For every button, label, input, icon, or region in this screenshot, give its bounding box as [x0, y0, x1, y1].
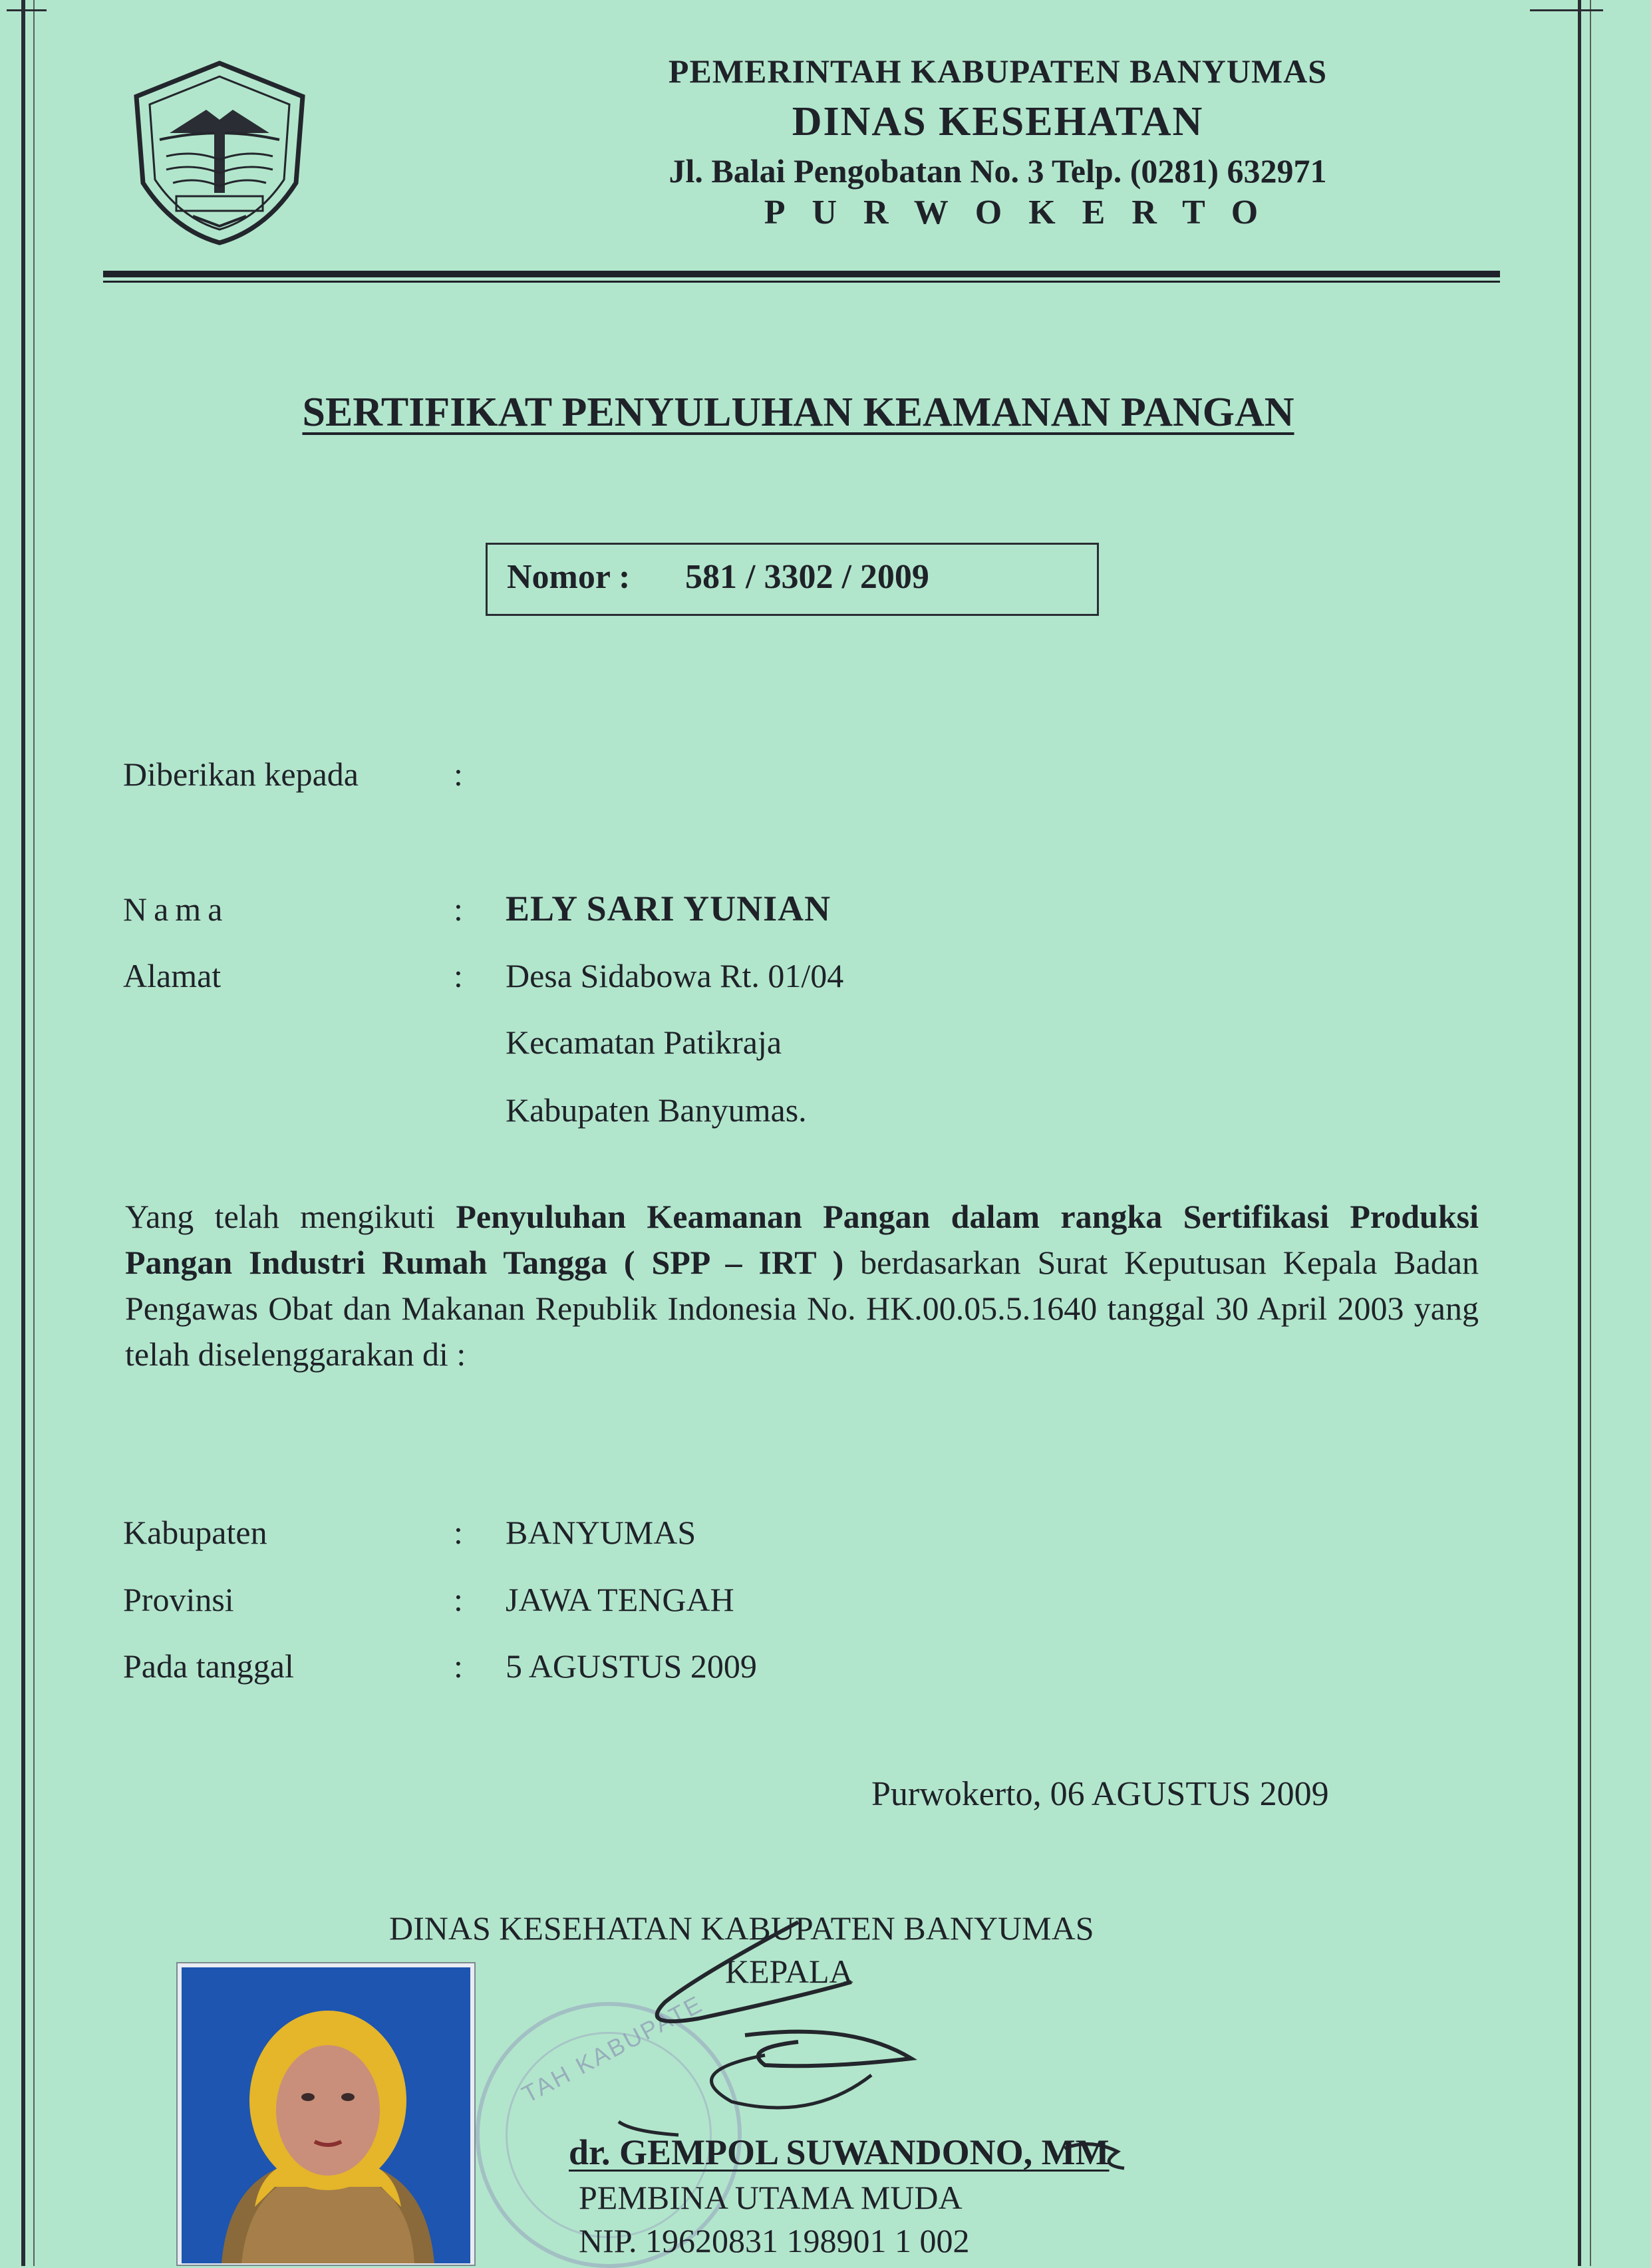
statement-basis: berdasarkan Surat Keputusan Kepala Badan Pengawas Obat dan Makanan Republik Indonesia No. HK.00.05.5.1640 tanggal 30 April 2003 yang telah diselenggarakan di : [125, 1244, 1479, 1373]
tanggal-label: Pada tanggal [123, 1647, 294, 1685]
address-line-1: Desa Sidabowa Rt. 01/04 [506, 957, 844, 994]
frame-border-right-inner [1590, 0, 1591, 2266]
provinsi-value: JAWA TENGAH [506, 1581, 734, 1618]
address-line-3: Kabupaten Banyumas. [506, 1091, 807, 1129]
nomor-value: 581 / 3302 / 2009 [685, 558, 929, 596]
kabupaten-colon: : [454, 1514, 463, 1551]
frame-border-left [21, 0, 25, 2266]
recipient-photo [176, 1962, 476, 2266]
address-colon: : [454, 957, 463, 994]
diberikan-colon: : [454, 756, 463, 793]
kabupaten-label: Kabupaten [123, 1514, 267, 1551]
header-address: Jl. Balai Pengobatan No. 3 Telp. (0281) 632971 [669, 152, 1327, 190]
name-colon: : [454, 891, 463, 928]
diberikan-label: Diberikan kepada [123, 756, 359, 793]
signer-title: KEPALA [725, 1953, 853, 1990]
statement-intro: Yang telah mengikuti [125, 1198, 456, 1235]
tanggal-value: 5 AGUSTUS 2009 [506, 1647, 757, 1685]
signer-nip: NIP. 19620831 198901 1 002 [579, 2222, 970, 2259]
header-agency: DINAS KESEHATAN [792, 99, 1204, 144]
statement-program: Penyuluhan Keamanan Pangan dalam rangka Sertifikasi Produksi Pangan Industri Rumah Tangga ( SPP – IRT ) [125, 1198, 1479, 1281]
stamp-text: TAH KABUPATE [517, 1989, 708, 2108]
frame-corner-left [7, 0, 47, 11]
signer-organization: DINAS KESEHATAN KABUPATEN BANYUMAS [389, 1910, 1094, 1947]
certificate-title: SERTIFIKAT PENYULUHAN KEAMANAN PANGAN [302, 390, 1294, 435]
provinsi-label: Provinsi [123, 1581, 234, 1618]
frame-border-left-inner [33, 0, 35, 2266]
certificate-statement [125, 1194, 1479, 1377]
header-divider-thin [103, 281, 1500, 283]
person-portrait-icon [182, 1967, 470, 2263]
header-divider-thick [103, 271, 1500, 277]
address-label: Alamat [123, 957, 222, 994]
header-government: PEMERINTAH KABUPATEN BANYUMAS [668, 53, 1328, 90]
signer-name: dr. GEMPOL SUWANDONO, MM [569, 2132, 1110, 2172]
name-label: Nama [123, 891, 229, 928]
recipient-name: ELY SARI YUNIAN [506, 889, 831, 928]
tanggal-colon: : [454, 1647, 463, 1685]
provinsi-colon: : [454, 1581, 463, 1618]
banyumas-emblem-icon [120, 57, 319, 249]
kabupaten-value: BANYUMAS [506, 1514, 696, 1551]
header-city: PURWOKERTO [764, 194, 1285, 231]
frame-border-right [1578, 0, 1581, 2266]
signer-rank: PEMBINA UTAMA MUDA [579, 2179, 963, 2216]
address-line-2: Kecamatan Patikraja [506, 1024, 782, 1061]
place-date: Purwokerto, 06 AGUSTUS 2009 [871, 1775, 1329, 1813]
nomor-label: Nomor : [507, 558, 631, 596]
frame-corner-right [1530, 0, 1603, 11]
